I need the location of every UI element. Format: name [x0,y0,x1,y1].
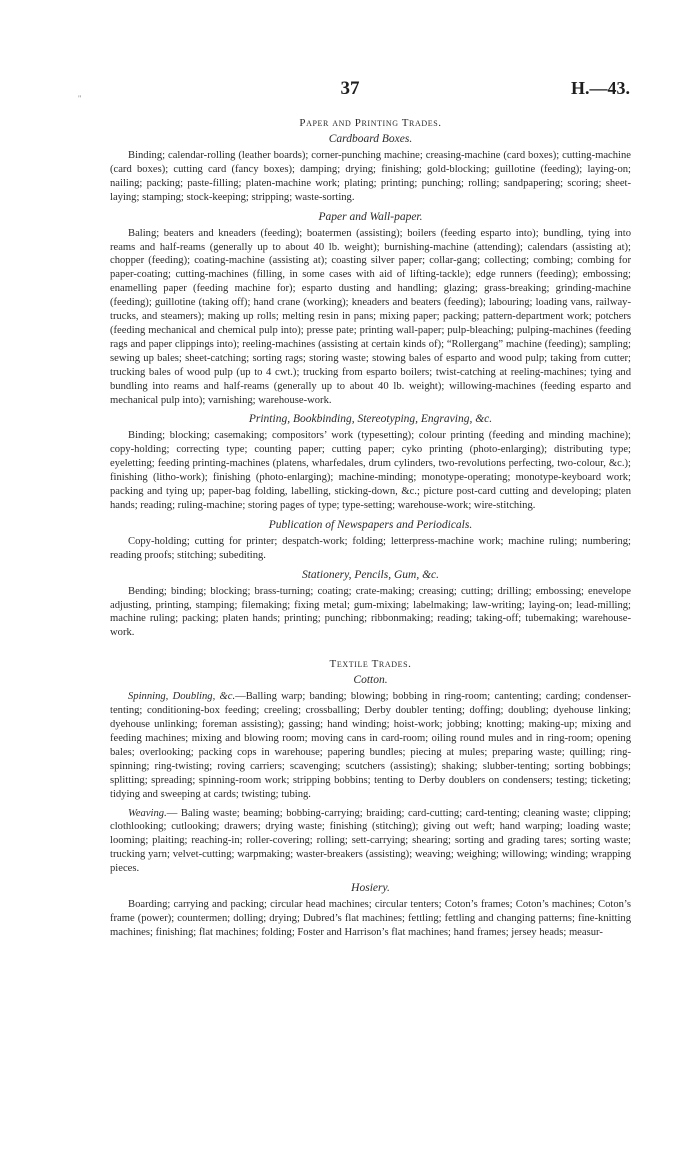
margin-mark: " [78,94,82,103]
text-spinning: —Balling warp; banding; blowing; bobbing in ring-room; cantenting; carding; condenser-tenting; conditioning-box feeding; creeling; crossballing; Derby doubler tenting; doffing; doubling; dyehouse linking; dyehouse unlinking; foreman assisting); gassing; hand winding; hoist-work; jobbing; knotting; making-up; mixing and feeding machines; mixing and blowing room; moving cans in card-room; oiling round mules and in ring-room; opening bales; overlooking; packing cops in warehouse; papering bundles; piecing at mules; preparing waste; quilling; ring-spinning; ring-twisting; roving carriers; scavenging; scutchers (assisting); shaking; slubber-tenting; sorting bobbings; splitting; spreading; spinning-room work; stripping bobbins; tenting to Derby doublers on condensers; testing; ticketing; tidying and sweeping at cards; twisting; tubing. [110,691,631,800]
paragraph-printing: Binding; blocking; casemaking; compositors’ work (typesetting); colour printing (feeding and minding machine); copy-holding; correcting type; counting paper; cutting paper; cyko printing (photo-enlarging); distributing type; eyeletting; feeding printing-machines (platens, wharfedales, drum cylinders, two-revolutions perfecting, two-colour, &c.); finishing (litho-work); finishing (photo-enlarging); machine-minding; monotype-operating; monotype-keyboard work; packing and tying up; paper-bag folding, labelling, sticking-down, &c.; picture post-card cutting and developing; platen hands; reading; ruling-machine; storing pages of type; type-setting; warehouse-work; wire-stitching. [110,430,631,511]
paragraph-cotton-weaving [110,807,631,877]
paragraph-cotton-spinning [110,690,631,801]
subsection-title-stationery: Stationery, Pencils, Gum, &c. [301,568,440,581]
paragraph-stationery: Bending; binding; blocking; brass-turning; coating; crate-making; creasing; cutting; drilling; embossing; enevelope adjusting, printing, stamping; filemaking; fixing metal; gum-mixing; labelmaking; law-writing; laying-on; lead-milling; machine ruling; packing; platen hands; printing; punching; ribbonmaking; reading; taking-off; tubemaking; warehouse-work. [110,585,631,639]
paragraph-newspapers: Copy-holding; cutting for printer; despatch-work; folding; letterpress-machine work; machine ruling; numbering; reading proofs; stitching; subediting. [110,535,631,561]
page-body [110,110,631,945]
subsection-title-hosiery: Hosiery. [351,882,390,895]
page-number: 37 [340,78,360,99]
section-title-paper-printing: Paper and Printing Trades. [299,117,442,129]
subsection-title-cardboard-boxes: Cardboard Boxes. [328,133,413,145]
paragraph-cardboard-boxes: Binding; calendar-rolling (leather boards); corner-punching machine; creasing-machine (card boxes); cutting-machine (card boxes); cutting card (fancy boxes); damping; drying; finishing; gold-blocking; guillotine (feeding); laying-on; nailing; packing; paste-filling; platen-machine work; plating; printing; punching; rolling; sandpapering; scoring; sheet-laying; stamping; stock-keeping; stripping; waste-sorting. [110,150,631,203]
lead-weaving: Weaving. [128,807,167,819]
subsection-title-paper-wallpaper: Paper and Wall-paper. [318,210,423,223]
subsection-title-newspapers: Publication of Newspapers and Periodicals. [268,518,473,531]
document-reference: H.—43. [570,78,630,98]
subsection-title-printing: Printing, Bookbinding, Stereotyping, Engraving, &c. [248,413,493,426]
text-weaving: — Baling waste; beaming; bobbing-carrying; braiding; card-cutting; card-tenting; cleaning waste; clipping; clothlooking; cutlooking; drawers; drying waste; finishing (stitching); giving out weft; hand warping; loading waste; looming; plaiting; reaching-in; roller-covering; rolling; sett-carrying; shearing; sorting and grading tares; sorting waste; trucking yarn; velvet-cutting; warpmaking; waster-breakers (assisting); weaving; weighing; willowing; winding; wrapping pieces. [110,807,631,875]
section-title-textile: Textile Trades. [329,658,412,671]
subsection-title-cotton: Cotton. [353,674,388,687]
paragraph-hosiery: Boarding; carrying and packing; circular head machines; circular tenters; Coton’s frames; Coton’s machines; Coton’s frame (power); countermen; dolling; drying; Dubred’s flat machines; fettling; fettling and changing patterns; fine-knitting machines; finishing; flat machines; folding; Foster and Harrison’s flat machines; hand frames; jersey heads; measur- [110,899,631,938]
paragraph-paper-wallpaper: Baling; beaters and kneaders (feeding); boatermen (assisting); boilers (feeding esparto into); bundling, tying into reams and half-reams (generally up to about 40 lb. weight); burnishing-machine (attending); calendars (assisting at); chopper (feeding); coating-machine (assisting at); coasting silver paper; collar-gang; collecting; combing; combing for paper-coating; cutting-machines (filling, in some cases with aid of lifting-tackle); edge runners (feeding); embossing; enamelling paper (feeding machine for); esparto dusting and handling; glazing; grass-breaking; grinding-machine (feeding); guillotine (taking off); hand crane (working); kneaders and beaters (feeding); labouring; loading vans, railway-trucks, and steamers); making up rolls; melting resin in pans; mixing paper; packing; pattern-department work; potchers (feeding mechanical and chemical pulp into); presse pate; printing wall-paper; pulp-bleaching; pulping-machines (feeding rags and paper clippings into); reeling-machines (assisting at certain kinds of); “Rollergang” machine (feeding); sampling; sewing up bales; sheet-catching; sorting rags; storing waste; stowing bales of esparto and wood pulp; taking from cutter; trucking bales of wood pulp (up to 4 cwt.); trucking from esparto boilers; twist-catching at reeling-machines; tying and bundling into reams and half-reams (generally up to about 40 lb. weight); willowing-machines (feeding esparto and mechanical pulp into); varnishing; warehouse-work. [110,227,631,406]
section-spacer [110,645,631,651]
lead-spinning: Spinning, Doubling, &c. [128,691,236,703]
